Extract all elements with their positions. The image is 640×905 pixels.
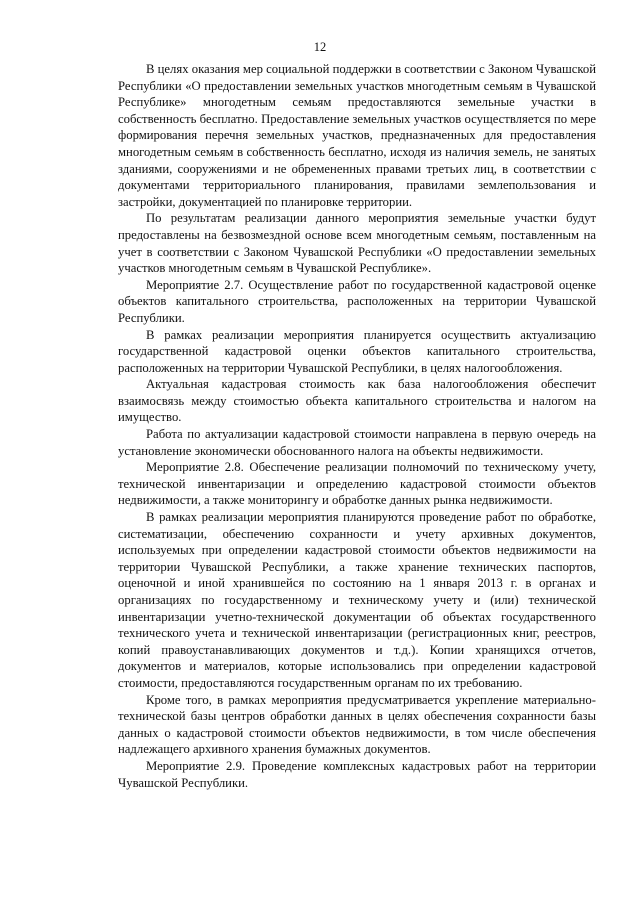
paragraph-data-center-base: Кроме того, в рамках мероприятия предусматривается укрепление материально-технической базы центров обработки данных в целях обеспечения сохранности базы данных о кадастровой стоимости объектов недвижимости, в том числе обеспечения надлежащего архивного хранения бумажных документов. bbox=[118, 692, 596, 757]
paragraph-cadastral-update-plan: В рамках реализации мероприятия планируется осуществить актуализацию государственной кадастровой оценки объектов капитального строительства, расположенных на территории Чувашской Республики, в целях налогообложения. bbox=[118, 327, 596, 375]
paragraph-measure-2-9-heading: Мероприятие 2.9. Проведение комплексных кадастровых работ на территории Чувашской Республики. bbox=[118, 758, 596, 790]
paragraph-free-land-results: По результатам реализации данного мероприятия земельные участки будут предоставлены на безвозмездной основе всем многодетным семьям, поставленным на учет в соответствии с Законом Чувашской Республики «О предоставлении земельных участков многодетным семьям в Чувашской Республике». bbox=[118, 211, 596, 276]
paragraph-measure-2-8-heading: Мероприятие 2.8. Обеспечение реализации полномочий по техническому учету, технической инвентаризации и определению кадастровой стоимости объектов недвижимости, а также мониторингу и обработке данных рынка недвижимости. bbox=[118, 460, 596, 508]
document-body bbox=[118, 61, 596, 791]
paragraph-archive-processing: В рамках реализации мероприятия планируются проведение работ по обработке, систематизации, обеспечению сохранности и учету архивных документов, используемых при определении кадастровой стоимости объектов недвижимости на территории Чувашской Республики, а также хранение технических паспортов, оценочной и иной хранившейся по состоянию на 1 января 2013 г. в органах и организациях по государственному и техническому учету и (или) технической инвентаризации учетно-технической документации об объектах государственного технического учета и технической инвентаризации (регистрационных книг, реестров, копий правоустанавливающих документов и т.д.). Копии хранящихся отчетов, документов и материалов, которые использовались при определении кадастровой стоимости, предоставляются государственным органам по их требованию. bbox=[118, 510, 596, 690]
paragraph-land-for-large-families: В целях оказания мер социальной поддержки в соответствии с Законом Чувашской Республики «О предоставлении земельных участков многодетным семьям в Чувашской Республике» многодетным семьям предоставляются земельные участки в собственность бесплатно. Предоставление земельных участков осуществляется по мере формирования перечня земельных участков, предназначенных для предоставления многодетным семьям в собственность бесплатно, исходя из наличия земель, не занятых зданиями, сооружениями и не обремененных правами третьих лиц, в соответствии с документами территориального планирования, правилами землепользования и застройки, документацией по планировке территории. bbox=[118, 62, 597, 209]
paragraph-tax-base-relation: Актуальная кадастровая стоимость как база налогообложения обеспечит взаимосвязь между стоимостью объекта капитального строительства и налогом на имущество. bbox=[118, 377, 596, 425]
paragraph-economic-tax-goal: Работа по актуализации кадастровой стоимости направлена в первую очередь на установление экономически обоснованного налога на объекты недвижимости. bbox=[118, 427, 596, 458]
paragraph-measure-2-7-heading: Мероприятие 2.7. Осуществление работ по государственной кадастровой оценке объектов капитального строительства, расположенных на территории Чувашской Республики. bbox=[118, 277, 596, 325]
page-number: 12 bbox=[313, 40, 327, 54]
